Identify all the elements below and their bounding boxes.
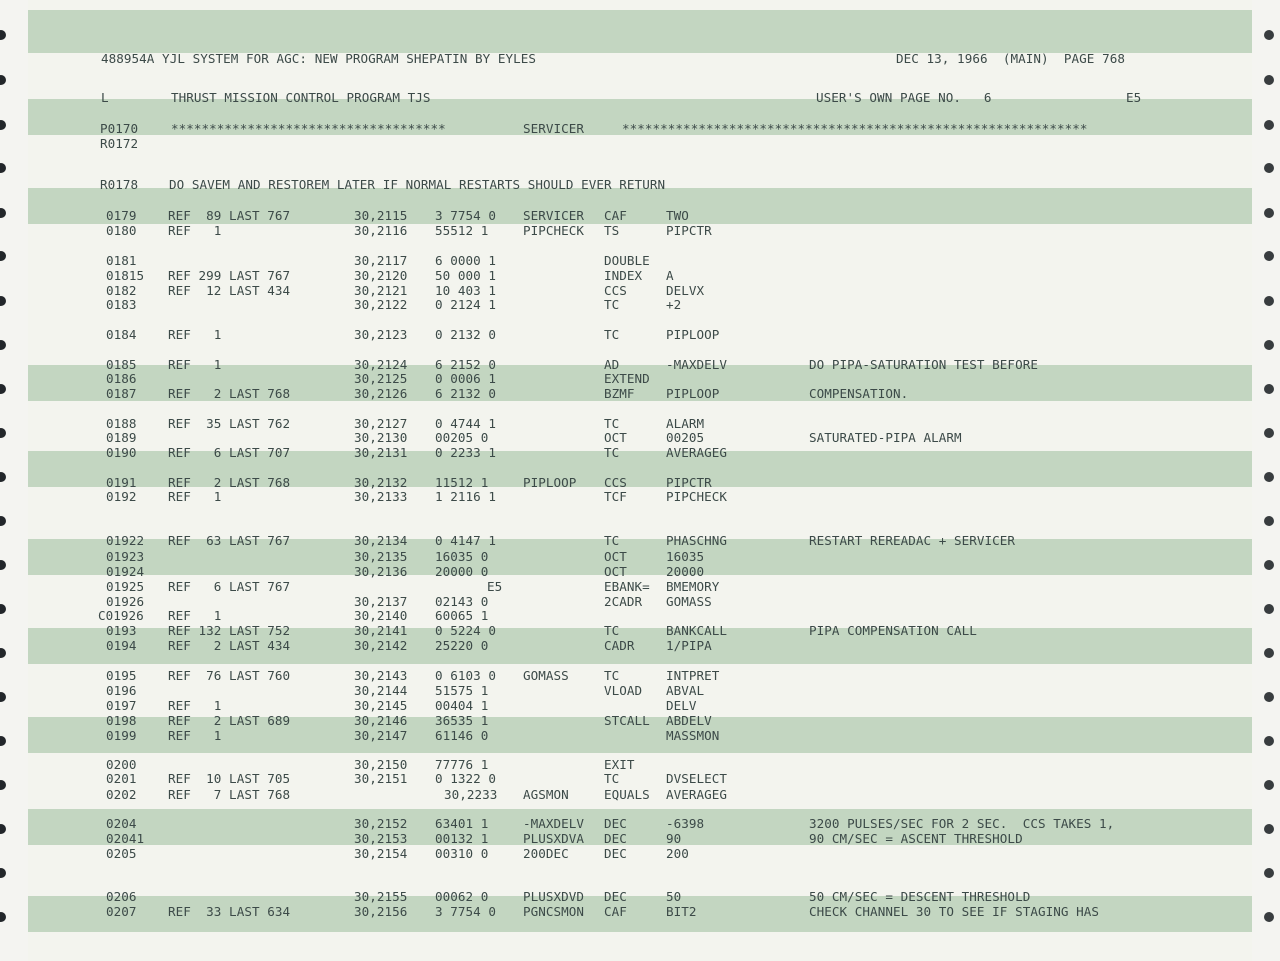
feed-hole — [0, 163, 6, 173]
listing-word: 0 5224 0 — [435, 623, 497, 638]
listing-line-number: 0187 — [106, 386, 137, 401]
listing-label: PIPLOOP — [523, 475, 577, 490]
listing-word: 02143 0 — [435, 594, 489, 609]
listing-op: TC — [604, 668, 620, 683]
listing-label: SERVICER — [523, 121, 585, 136]
listing-addr: 30,2131 — [354, 445, 408, 460]
listing-word: 0 1322 0 — [435, 771, 497, 786]
listing-ref: REF 10 LAST 705 — [168, 771, 291, 786]
listing-label: GOMASS — [523, 668, 569, 683]
listing-line-number: 01922 — [106, 533, 145, 548]
listing-addr: 30,2137 — [354, 594, 408, 609]
listing-line-number: 0194 — [106, 638, 137, 653]
listing-addr: 30,2130 — [354, 430, 408, 445]
listing-op: TC — [604, 533, 620, 548]
right-tractor-edge — [1252, 0, 1280, 961]
listing-word: 0 2124 1 — [435, 297, 497, 312]
listing-ref: REF 1 — [168, 728, 222, 743]
listing-op: CAF — [604, 904, 627, 919]
listing-word: 0 6103 0 — [435, 668, 497, 683]
listing-op: TC — [604, 327, 620, 342]
listing-label: PIPCHECK — [523, 223, 585, 238]
listing-operand: 200 — [666, 846, 689, 861]
listing-line-number: R0178 — [100, 177, 139, 192]
listing-line-number: 02041 — [106, 831, 145, 846]
header-ebank: E5 — [1126, 90, 1142, 105]
listing-op: VLOAD — [604, 683, 643, 698]
listing-line-number: 0192 — [106, 489, 137, 504]
listing-line-number: 0201 — [106, 771, 137, 786]
listing-word: 3 7754 0 — [435, 904, 497, 919]
listing-addr: 30,2136 — [354, 564, 408, 579]
listing-label: -MAXDELV — [523, 816, 585, 831]
listing-operand: BANKCALL — [666, 623, 728, 638]
listing-op: TC — [604, 771, 620, 786]
listing-ref: REF 89 LAST 767 — [168, 208, 291, 223]
feed-hole — [0, 472, 6, 482]
feed-hole — [1264, 384, 1274, 394]
listing-label: PLUSXDVD — [523, 889, 585, 904]
green-bar-stripe — [28, 10, 1252, 53]
listing-ref: REF 2 LAST 689 — [168, 713, 291, 728]
listing-line-number: 0179 — [106, 208, 137, 223]
listing-ref: ************************************ — [171, 121, 446, 136]
listing-operand: PIPLOOP — [666, 327, 720, 342]
listing-ref: REF 76 LAST 760 — [168, 668, 291, 683]
listing-word: 25220 0 — [435, 638, 489, 653]
listing-addr: 30,2152 — [354, 816, 408, 831]
listing-operand: ALARM — [666, 416, 705, 431]
listing-word: 00404 1 — [435, 698, 489, 713]
listing-op: OCT — [604, 549, 627, 564]
listing-op: CAF — [604, 208, 627, 223]
feed-hole — [1264, 208, 1274, 218]
feed-hole — [1264, 75, 1274, 85]
listing-op: BZMF — [604, 386, 635, 401]
feed-hole — [0, 736, 6, 746]
listing-line-number: 0183 — [106, 297, 137, 312]
listing-addr: 30,2115 — [354, 208, 408, 223]
listing-word: 00310 0 — [435, 846, 489, 861]
listing-op: CCS — [604, 283, 627, 298]
listing-operand: AVERAGEG — [666, 445, 728, 460]
listing-operand: 90 — [666, 831, 682, 846]
listing-addr: 30,2147 — [354, 728, 408, 743]
listing-comment: CHECK CHANNEL 30 TO SEE IF STAGING HAS — [809, 904, 1100, 919]
feed-hole — [0, 251, 6, 261]
listing-operand: -6398 — [666, 816, 705, 831]
listing-op: DOUBLE — [604, 253, 650, 268]
listing-ref: REF 132 LAST 752 — [168, 623, 291, 638]
listing-operand: PIPCTR — [666, 223, 712, 238]
listing-label: PGNCSMON — [523, 904, 585, 919]
listing-operand: DVSELECT — [666, 771, 728, 786]
listing-op: TCF — [604, 489, 627, 504]
listing-label: PLUSXDVA — [523, 831, 585, 846]
header-program: THRUST MISSION CONTROL PROGRAM TJS — [171, 90, 431, 105]
listing-addr: 30,2155 — [354, 889, 408, 904]
listing-op: TC — [604, 297, 620, 312]
listing-line-number: 0207 — [106, 904, 137, 919]
listing-addr: 30,2153 — [354, 831, 408, 846]
feed-hole — [1264, 251, 1274, 261]
listing-ref: REF 2 LAST 768 — [168, 475, 291, 490]
listing-ref: REF 6 LAST 767 — [168, 579, 291, 594]
feed-hole — [1264, 692, 1274, 702]
listing-label: 200DEC — [523, 846, 569, 861]
listing-comment: 3200 PULSES/SEC FOR 2 SEC. CCS TAKES 1, — [809, 816, 1115, 831]
listing-word: 55512 1 — [435, 223, 489, 238]
listing-addr: 30,2154 — [354, 846, 408, 861]
listing-line-number: 0205 — [106, 846, 137, 861]
listing-line-number: 01923 — [106, 549, 145, 564]
listing-operand: PIPLOOP — [666, 386, 720, 401]
listing-op: AD — [604, 357, 620, 372]
listing-operand: 16035 — [666, 549, 705, 564]
feed-hole — [0, 648, 6, 658]
listing-line-number: 0180 — [106, 223, 137, 238]
listing-word: 6 2152 0 — [435, 357, 497, 372]
listing-addr: 30,2123 — [354, 327, 408, 342]
feed-hole — [0, 428, 6, 438]
listing-word: 51575 1 — [435, 683, 489, 698]
feed-hole — [0, 296, 6, 306]
listing-op: EQUALS — [604, 787, 650, 802]
listing-addr: 30,2156 — [354, 904, 408, 919]
listing-word: 61146 0 — [435, 728, 489, 743]
listing-operand: A — [666, 268, 674, 283]
listing-line-number: P0170 — [100, 121, 139, 136]
listing-comment: 90 CM/SEC = ASCENT THRESHOLD — [809, 831, 1023, 846]
feed-hole — [0, 868, 6, 878]
listing-line-number: 0195 — [106, 668, 137, 683]
listing-addr: 30,2126 — [354, 386, 408, 401]
listing-op: DEC — [604, 889, 627, 904]
listing-operand: AVERAGEG — [666, 787, 728, 802]
listing-addr: 30,2120 — [354, 268, 408, 283]
listing-ref: REF 35 LAST 762 — [168, 416, 291, 431]
listing-op: OCT — [604, 564, 627, 579]
listing-line-number: 0182 — [106, 283, 137, 298]
listing-word: 30,2233 — [444, 787, 498, 802]
listing-op: STCALL — [604, 713, 650, 728]
listing-comment: DO PIPA-SATURATION TEST BEFORE — [809, 357, 1038, 372]
listing-op: CADR — [604, 638, 635, 653]
feed-hole — [0, 340, 6, 350]
listing-line-number: 0199 — [106, 728, 137, 743]
listing-ref: REF 6 LAST 707 — [168, 445, 291, 460]
feed-hole — [0, 516, 6, 526]
listing-word: 16035 0 — [435, 549, 489, 564]
listing-ref: REF 63 LAST 767 — [168, 533, 291, 548]
listing-ref: REF 1 — [168, 698, 222, 713]
listing-line-number: 0200 — [106, 757, 137, 772]
feed-hole — [0, 912, 6, 922]
feed-hole — [1264, 736, 1274, 746]
listing-operand: MASSMON — [666, 728, 720, 743]
listing-ref: REF 12 LAST 434 — [168, 283, 291, 298]
listing-operand: PIPCTR — [666, 475, 712, 490]
feed-hole — [1264, 428, 1274, 438]
listing-word: 0 0006 1 — [435, 371, 497, 386]
feed-hole — [0, 560, 6, 570]
listing-word: 60065 1 — [435, 608, 489, 623]
listing-word: 11512 1 — [435, 475, 489, 490]
listing-op: INDEX — [604, 268, 643, 283]
feed-hole — [0, 208, 6, 218]
listing-addr: 30,2142 — [354, 638, 408, 653]
listing-addr: 30,2141 — [354, 623, 408, 638]
listing-comment: COMPENSATION. — [809, 386, 909, 401]
listing-line-number: 0188 — [106, 416, 137, 431]
listing-word: 6 2132 0 — [435, 386, 497, 401]
header-level: L — [101, 90, 109, 105]
feed-hole — [0, 780, 6, 790]
listing-op: EXTEND — [604, 371, 650, 386]
feed-hole — [0, 30, 6, 40]
listing-word: 36535 1 — [435, 713, 489, 728]
listing-op: CCS — [604, 475, 627, 490]
listing-line-number: 0190 — [106, 445, 137, 460]
listing-line-number: 0198 — [106, 713, 137, 728]
listing-addr: 30,2140 — [354, 608, 408, 623]
listing-operand: ABVAL — [666, 683, 705, 698]
listing-addr: 30,2122 — [354, 297, 408, 312]
listing-comment: ************************************************************* — [622, 121, 1088, 136]
listing-operand: GOMASS — [666, 594, 712, 609]
listing-addr: 30,2146 — [354, 713, 408, 728]
listing-addr: 30,2117 — [354, 253, 408, 268]
listing-addr: 30,2151 — [354, 771, 408, 786]
listing-line-number: 0206 — [106, 889, 137, 904]
listing-addr: 30,2145 — [354, 698, 408, 713]
header-user-page: USER'S OWN PAGE NO. 6 — [816, 90, 992, 105]
listing-ref: REF 1 — [168, 608, 222, 623]
listing-op: DEC — [604, 846, 627, 861]
listing-operand: 1/PIPA — [666, 638, 712, 653]
listing-comment: PIPA COMPENSATION CALL — [809, 623, 977, 638]
listing-line-number: 0186 — [106, 371, 137, 386]
feed-hole — [1264, 472, 1274, 482]
listing-line-number: 0191 — [106, 475, 137, 490]
header-date-page: DEC 13, 1966 (MAIN) PAGE 768 — [896, 51, 1125, 66]
listing-line-number: C01926 — [98, 608, 144, 623]
feed-hole — [0, 604, 6, 614]
listing-operand: 50 — [666, 889, 682, 904]
feed-hole — [1264, 824, 1274, 834]
listing-operand: ABDELV — [666, 713, 712, 728]
listing-word: 10 403 1 — [435, 283, 497, 298]
listing-line-number: 0193 — [106, 623, 137, 638]
listing-op: 2CADR — [604, 594, 643, 609]
listing-line-number: 0196 — [106, 683, 137, 698]
listing-comment: DO SAVEM AND RESTOREM LATER IF NORMAL RESTARTS SHOULD EVER RETURN — [169, 177, 666, 192]
feed-hole — [1264, 296, 1274, 306]
listing-operand: BMEMORY — [666, 579, 720, 594]
listing-line-number: 01924 — [106, 564, 145, 579]
feed-hole — [1264, 516, 1274, 526]
listing-op: OCT — [604, 430, 627, 445]
listing-word: 50 000 1 — [435, 268, 497, 283]
feed-hole — [1264, 912, 1274, 922]
listing-word: 1 2116 1 — [435, 489, 497, 504]
listing-addr: 30,2135 — [354, 549, 408, 564]
listing-op: EBANK= — [604, 579, 650, 594]
listing-line-number: 0189 — [106, 430, 137, 445]
listing-op: DEC — [604, 831, 627, 846]
listing-addr: 30,2125 — [354, 371, 408, 386]
listing-operand: BIT2 — [666, 904, 697, 919]
listing-line-number: 0184 — [106, 327, 137, 342]
listing-op: TC — [604, 623, 620, 638]
feed-hole — [1264, 340, 1274, 350]
listing-ref: REF 1 — [168, 327, 222, 342]
listing-addr: 30,2144 — [354, 683, 408, 698]
listing-operand: INTPRET — [666, 668, 720, 683]
listing-line-number: 0197 — [106, 698, 137, 713]
listing-word: 00205 0 — [435, 430, 489, 445]
listing-word: 00062 0 — [435, 889, 489, 904]
listing-ref: REF 2 LAST 768 — [168, 386, 291, 401]
listing-ref: REF 299 LAST 767 — [168, 268, 291, 283]
listing-line-number: 0204 — [106, 816, 137, 831]
listing-addr: 30,2150 — [354, 757, 408, 772]
feed-hole — [1264, 163, 1274, 173]
listing-ref: REF 7 LAST 768 — [168, 787, 291, 802]
listing-op: TC — [604, 445, 620, 460]
listing-label: AGSMON — [523, 787, 569, 802]
listing-comment: 50 CM/SEC = DESCENT THRESHOLD — [809, 889, 1031, 904]
feed-hole — [1264, 560, 1274, 570]
listing-addr: 30,2124 — [354, 357, 408, 372]
listing-word: 0 2132 0 — [435, 327, 497, 342]
feed-hole — [1264, 120, 1274, 130]
listing-operand: 20000 — [666, 564, 705, 579]
listing-word: 0 4744 1 — [435, 416, 497, 431]
listing-operand: DELV — [666, 698, 697, 713]
listing-operand: PHASCHNG — [666, 533, 728, 548]
listing-line-number: 01925 — [106, 579, 145, 594]
listing-word: 3 7754 0 — [435, 208, 497, 223]
listing-operand: -MAXDELV — [666, 357, 728, 372]
listing-word: 0 2233 1 — [435, 445, 497, 460]
listing-operand: TWO — [666, 208, 689, 223]
feed-hole — [0, 384, 6, 394]
listing-line-number: 01815 — [106, 268, 145, 283]
listing-operand: 00205 — [666, 430, 705, 445]
listing-word: 6 0000 1 — [435, 253, 497, 268]
listing-line-number: R0172 — [100, 136, 139, 151]
listing-comment: SATURATED-PIPA ALARM — [809, 430, 962, 445]
listing-addr: 30,2116 — [354, 223, 408, 238]
listing-label: SERVICER — [523, 208, 585, 223]
listing-op: TS — [604, 223, 620, 238]
listing-ref: REF 1 — [168, 357, 222, 372]
header-title: 488954A YJL SYSTEM FOR AGC: NEW PROGRAM SHEPATIN BY EYLES — [101, 51, 537, 66]
feed-hole — [0, 692, 6, 702]
feed-hole — [1264, 604, 1274, 614]
feed-hole — [1264, 30, 1274, 40]
listing-word: 00132 1 — [435, 831, 489, 846]
listing-op: TC — [604, 416, 620, 431]
listing-comment: RESTART REREADAC + SERVICER — [809, 533, 1016, 548]
listing-addr: 30,2127 — [354, 416, 408, 431]
listing-operand: PIPCHECK — [666, 489, 728, 504]
listing-ref: REF 1 — [168, 223, 222, 238]
listing-word: E5 — [487, 579, 503, 594]
listing-line-number: 01926 — [106, 594, 145, 609]
feed-hole — [0, 824, 6, 834]
feed-hole — [1264, 868, 1274, 878]
listing-line-number: 0185 — [106, 357, 137, 372]
listing-op: EXIT — [604, 757, 635, 772]
listing-ref: REF 1 — [168, 489, 222, 504]
listing-addr: 30,2121 — [354, 283, 408, 298]
listing-addr: 30,2143 — [354, 668, 408, 683]
listing-word: 20000 0 — [435, 564, 489, 579]
listing-addr: 30,2134 — [354, 533, 408, 548]
listing-addr: 30,2133 — [354, 489, 408, 504]
listing-ref: REF 33 LAST 634 — [168, 904, 291, 919]
listing-ref: REF 2 LAST 434 — [168, 638, 291, 653]
listing-operand: +2 — [666, 297, 682, 312]
listing-operand: DELVX — [666, 283, 705, 298]
listing-line-number: 0202 — [106, 787, 137, 802]
listing-op: DEC — [604, 816, 627, 831]
listing-addr: 30,2132 — [354, 475, 408, 490]
feed-hole — [1264, 780, 1274, 790]
listing-line-number: 0181 — [106, 253, 137, 268]
listing-word: 0 4147 1 — [435, 533, 497, 548]
feed-hole — [1264, 648, 1274, 658]
header-line-1 — [0, 51, 1125, 94]
listing-word: 63401 1 — [435, 816, 489, 831]
listing-word: 77776 1 — [435, 757, 489, 772]
